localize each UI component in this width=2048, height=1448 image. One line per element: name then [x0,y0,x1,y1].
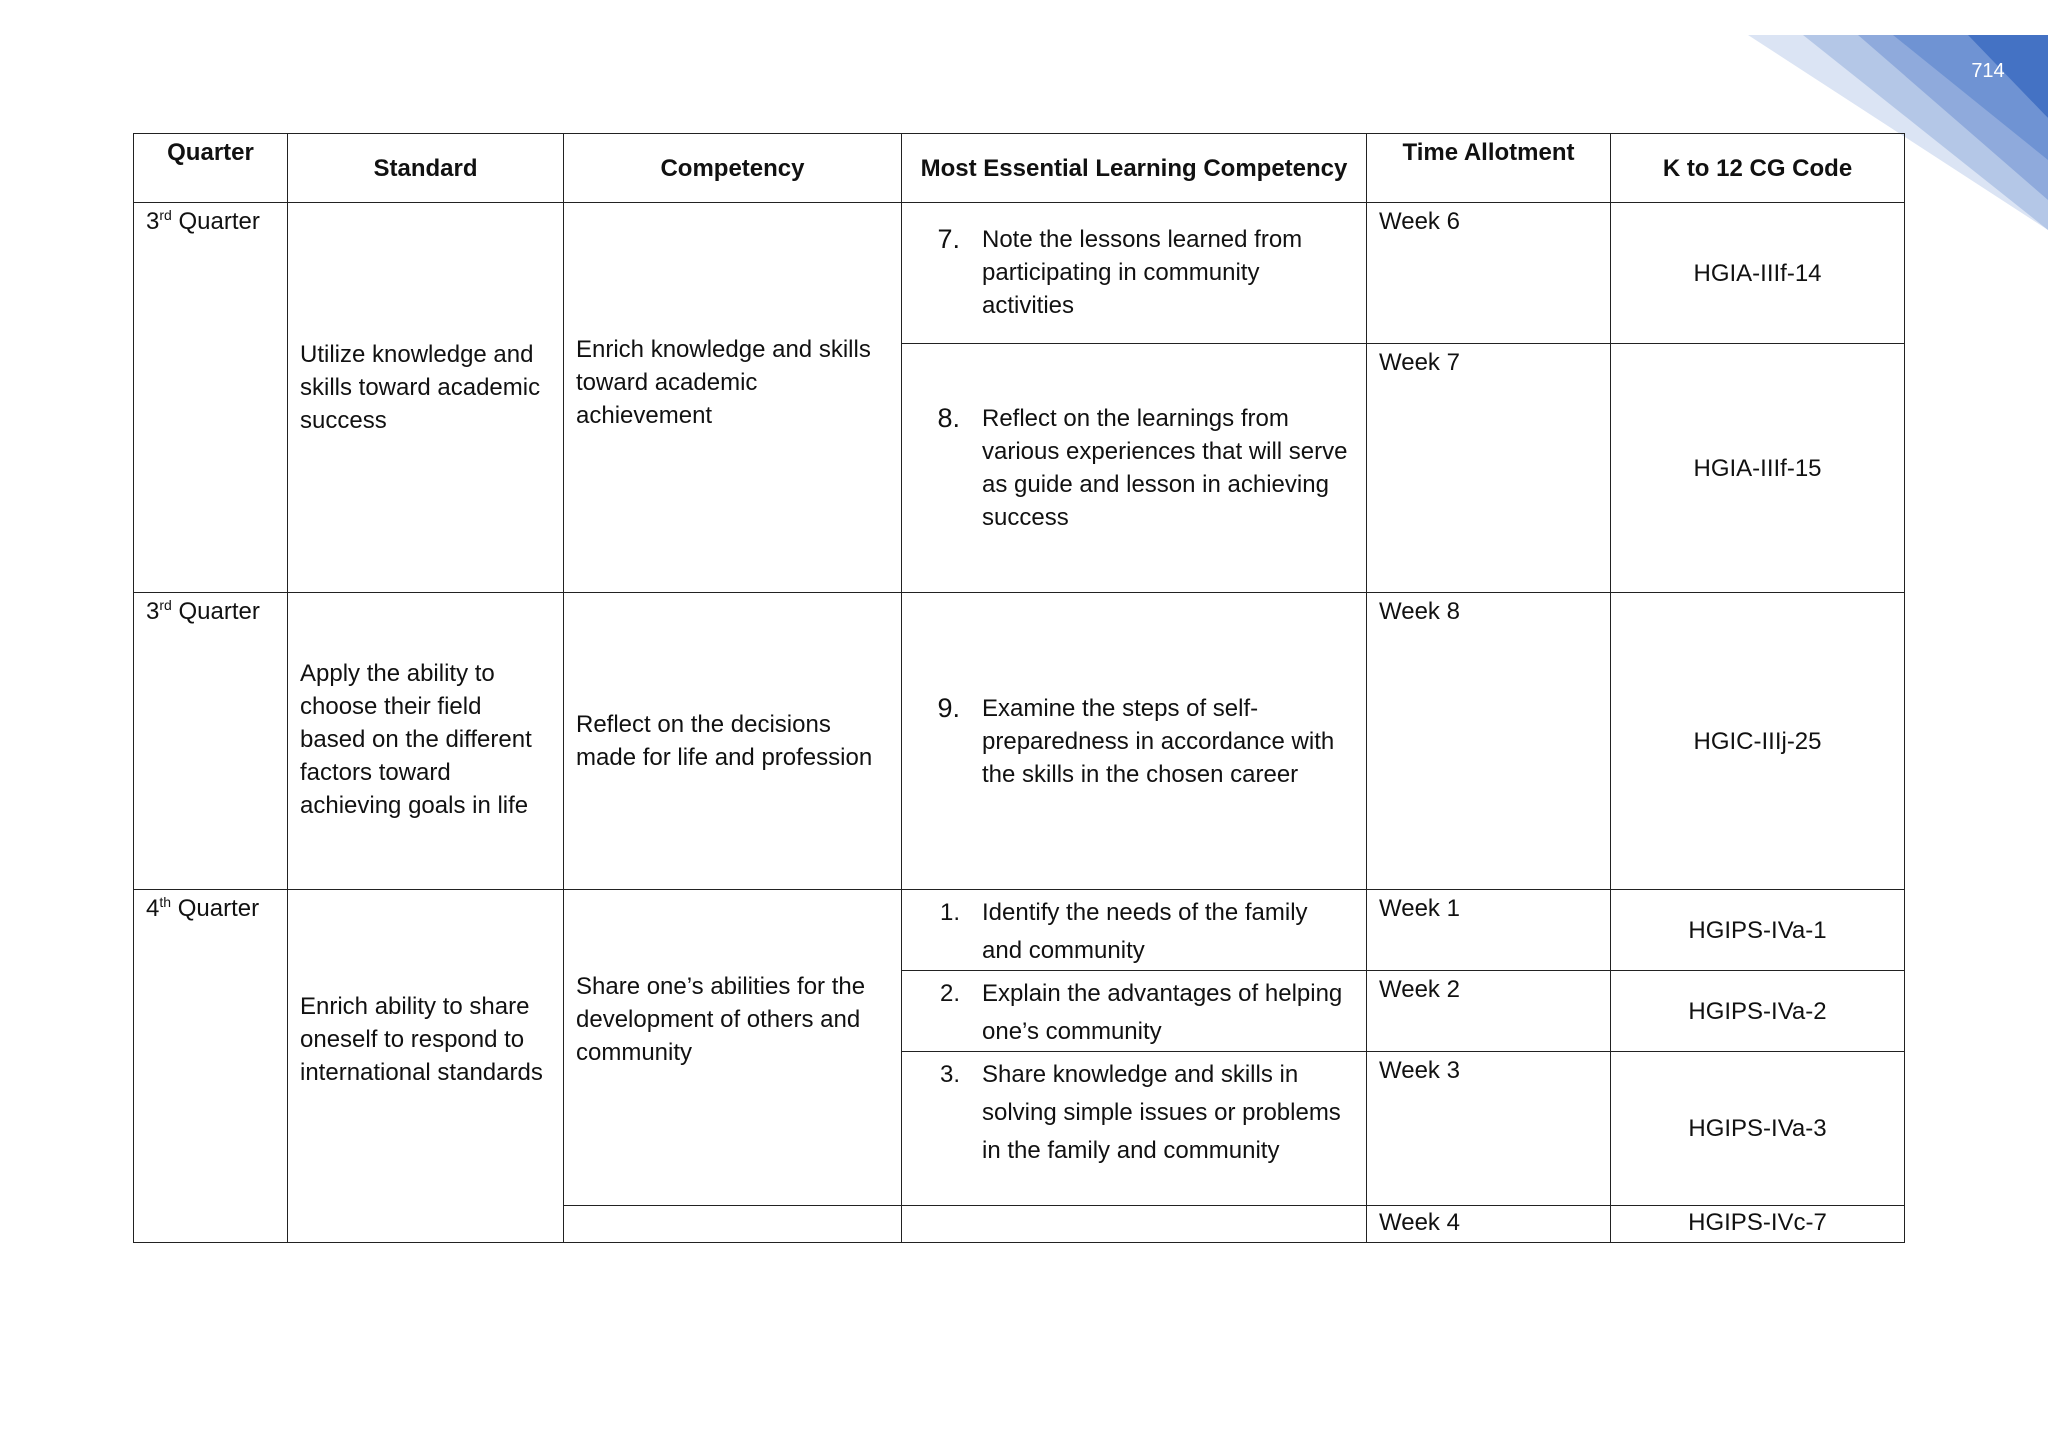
table-row [134,890,1905,971]
header-time-allotment: Time Allotment [1367,134,1611,203]
header-standard: Standard [288,134,564,203]
competency-cell: Reflect on the decisions made for life and profession [564,593,902,890]
cg-code-cell: HGIPS-IVc-7 [1611,1206,1905,1243]
standard-cell: Enrich ability to share oneself to respond to international standards [288,890,564,1243]
cg-code-cell: HGIPS-IVa-1 [1611,890,1905,971]
quarter-cell: 3rd Quarter [134,203,288,593]
header-melc: Most Essential Learning Competency [902,134,1367,203]
time-allotment-cell: Week 3 [1367,1052,1611,1206]
time-allotment-cell: Week 2 [1367,971,1611,1052]
table-row [134,593,1905,890]
header-quarter: Quarter [134,134,288,203]
time-allotment-cell: Week 8 [1367,593,1611,890]
melc-cell: 8. Reflect on the learnings from various experiences that will serve as guide and lesson in achieving success [902,344,1367,593]
melc-cell: 3. Share knowledge and skills in solving simple issues or problems in the family and community [902,1052,1367,1206]
header-competency: Competency [564,134,902,203]
competency-cell-empty [564,1206,902,1243]
cg-code-cell: HGIPS-IVa-3 [1611,1052,1905,1206]
melc-cell: 9. Examine the steps of self-preparedness in accordance with the skills in the chosen career [902,593,1367,890]
cg-code-cell: HGIC-IIIj-25 [1611,593,1905,890]
competency-cell: Enrich knowledge and skills toward academic achievement [564,203,902,593]
time-allotment-cell: Week 4 [1367,1206,1611,1243]
header-row [134,134,1905,203]
header-cg-code: K to 12 CG Code [1611,134,1905,203]
quarter-cell: 4th Quarter [134,890,288,1243]
cg-code-cell: HGIPS-IVa-2 [1611,971,1905,1052]
standard-cell: Utilize knowledge and skills toward academic success [288,203,564,593]
page-number: 714 [1971,60,2005,82]
cg-code-cell: HGIA-IIIf-15 [1611,344,1905,593]
melc-cell: 2. Explain the advantages of helping one’s community [902,971,1367,1052]
time-allotment-cell: Week 7 [1367,344,1611,593]
melc-cell-empty [902,1206,1367,1243]
quarter-cell: 3rd Quarter [134,593,288,890]
cg-code-cell: HGIA-IIIf-14 [1611,203,1905,344]
standard-cell: Apply the ability to choose their field based on the different factors toward achieving goals in life [288,593,564,890]
melc-cell: 7. Note the lessons learned from participating in community activities [902,203,1367,344]
melc-table [133,133,1905,1243]
competency-cell: Share one’s abilities for the development of others and community [564,890,902,1206]
time-allotment-cell: Week 1 [1367,890,1611,971]
table-row [134,203,1905,344]
time-allotment-cell: Week 6 [1367,203,1611,344]
melc-cell: 1. Identify the needs of the family and community [902,890,1367,971]
